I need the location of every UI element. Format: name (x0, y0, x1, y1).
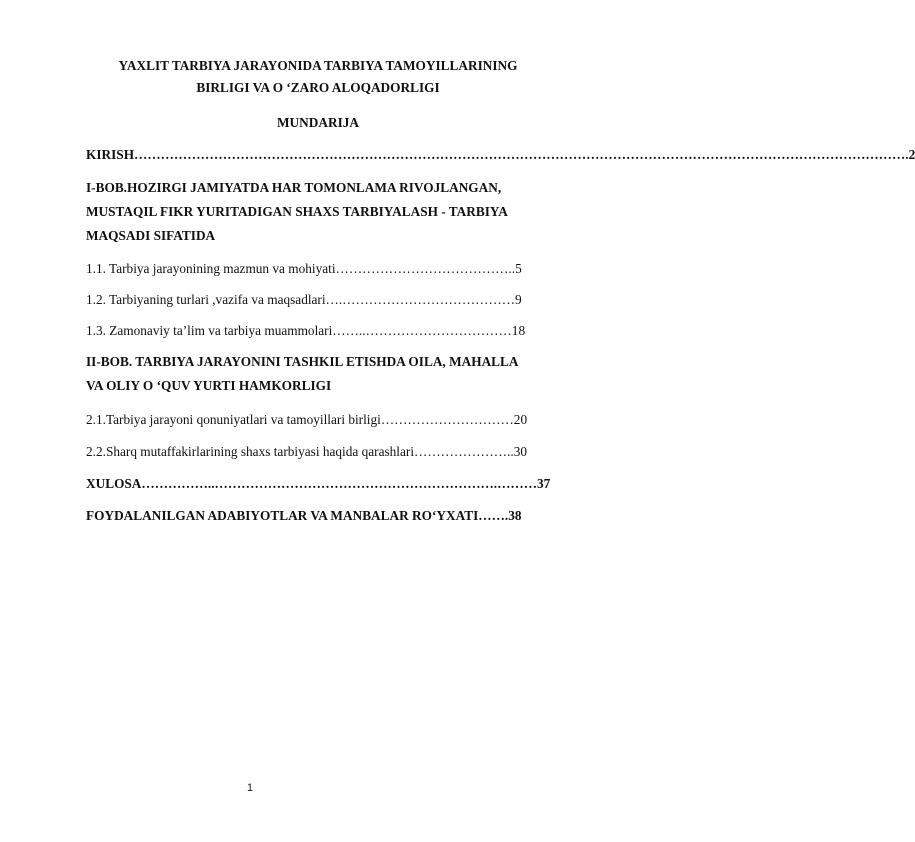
toc-chapter-1-line-2: MUSTAQIL FIKR YURITADIGAN SHAXS TARBIYALASH - TARBIYA (86, 204, 508, 219)
toc-entry-2-2: 2.2.Sharq mutaffakirlarining shaxs tarbiyasi haqida qarashlari…………………..30 (86, 444, 528, 459)
toc-chapter-1-line-1: I-BOB.HOZIRGI JAMIYATDA HAR TOMONLAMA RIVOJLANGAN, (86, 180, 502, 195)
toc-entry-bibliography: FOYDALANILGAN ADABIYOTLAR VA MANBALAR RO‘YXATI…….38 (86, 508, 522, 523)
toc-chapter-1-line-3: MAQSADI SIFATIDA (86, 228, 216, 243)
toc-entry-2-1: 2.1.Tarbiya jarayoni qonuniyatlari va tamoyillari birligi…………………………20 (86, 412, 528, 427)
document-title-line-2: BIRLIGI VA O ‘ZARO ALOQADORLIGI (196, 80, 440, 95)
toc-entry-1-1: 1.1. Tarbiya jarayonining mazmun va mohiyati…………………………………..5 (86, 261, 522, 276)
toc-entry-1-2: 1.2. Tarbiyaning turlari ,vazifa va maqsadlari….…………………………………9 (86, 292, 522, 307)
document-title-line-1: YAXLIT TARBIYA JARAYONIDA TARBIYA TAMOYILLARINING (118, 58, 518, 73)
toc-chapter-2-line-1: II-BOB. TARBIYA JARAYONINI TASHKIL ETISHDA OILA, MAHALLA (86, 354, 519, 369)
contents-heading: MUNDARIJA (277, 115, 359, 130)
toc-entry-xulosa: XULOSA……………..……………………………………………………….………37 (86, 476, 551, 491)
toc-entry-1-3: 1.3. Zamonaviy ta’lim va tarbiya muammolari……..……………………………18 (86, 323, 526, 338)
toc-chapter-2-line-2: VA OLIY O ‘QUV YURTI HAMKORLIGI (86, 378, 332, 393)
page-number: 1 (247, 782, 253, 794)
toc-entry-kirish: KIRISH………………………………………………………………………………………………………………………………………………………….2 (86, 147, 915, 162)
